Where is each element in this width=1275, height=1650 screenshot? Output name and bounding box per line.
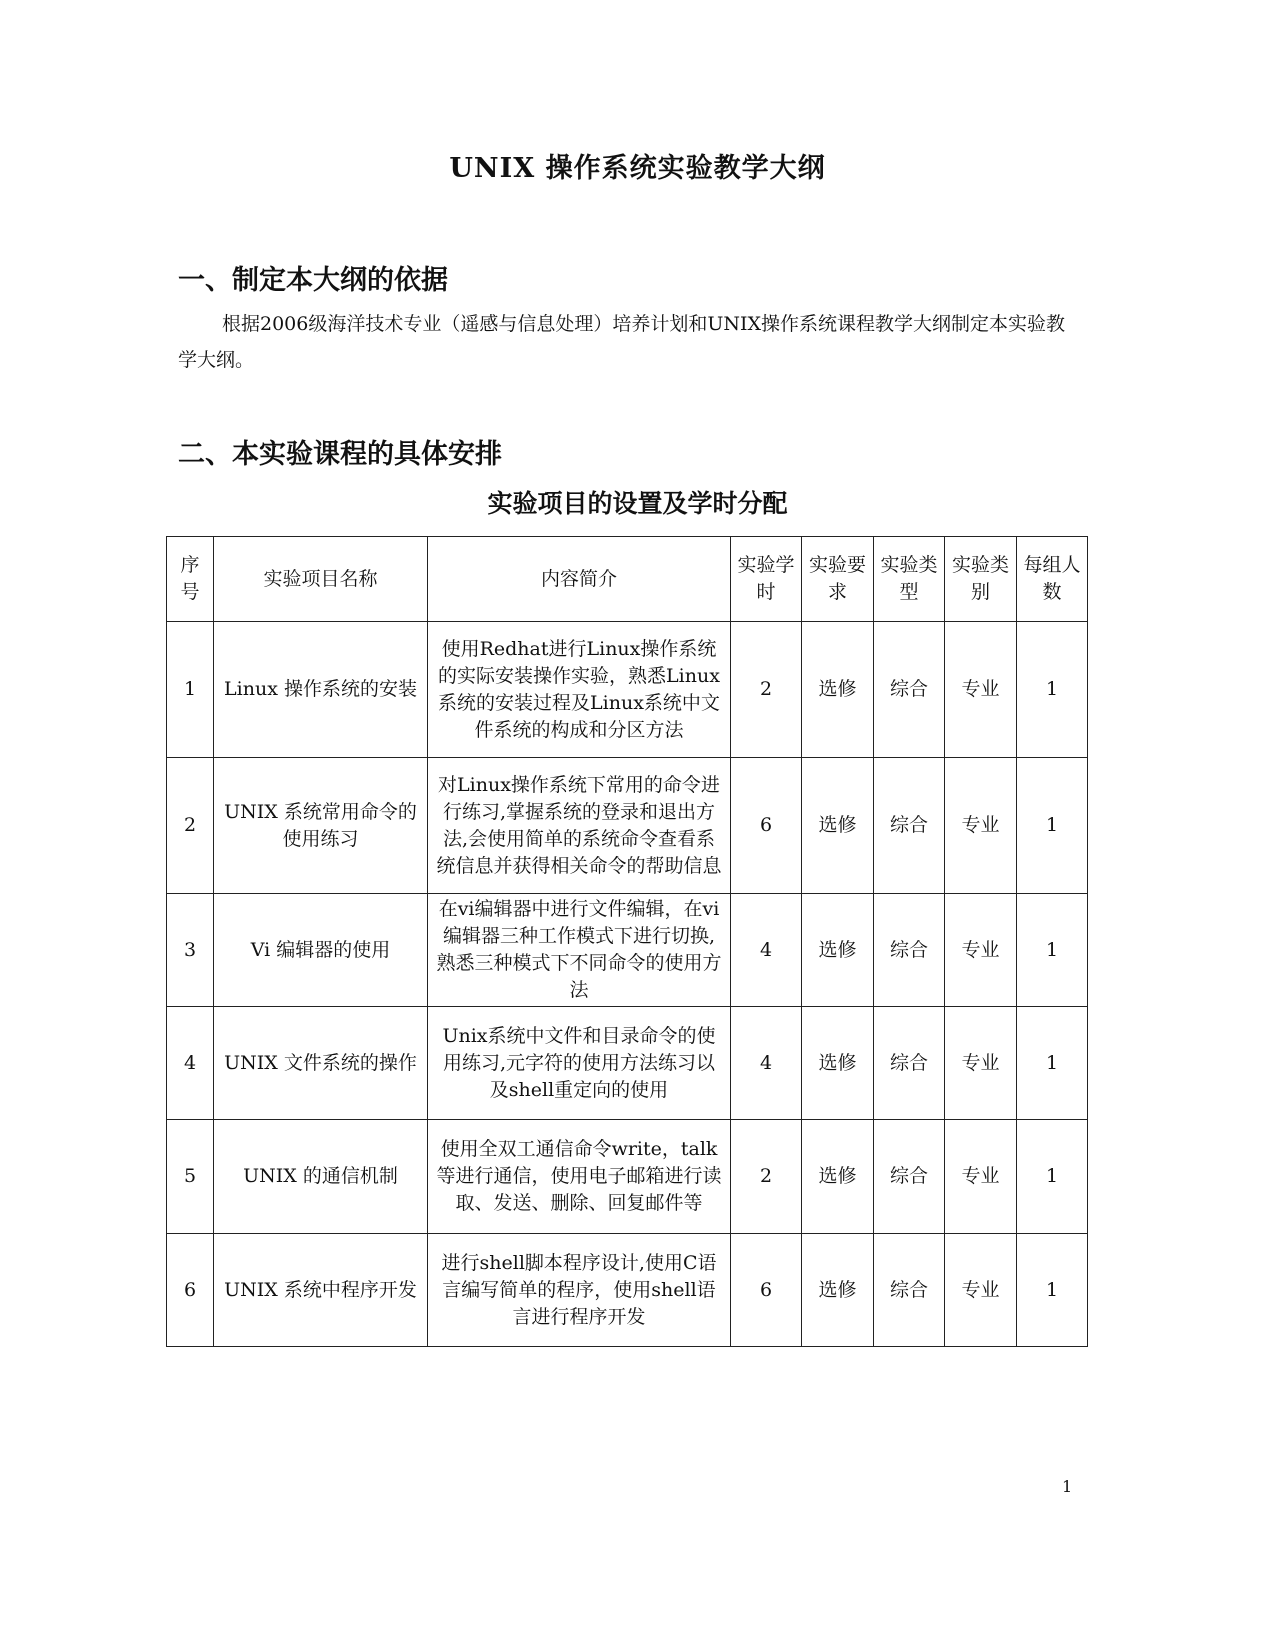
cell-hours: 2 — [731, 1120, 802, 1234]
header-hours: 实验学时 — [731, 537, 802, 622]
cell-hours: 4 — [731, 1007, 802, 1120]
cell-category: 专业 — [945, 1120, 1017, 1234]
table-row — [167, 894, 1088, 1007]
cell-hours: 6 — [731, 1234, 802, 1347]
header-content: 内容简介 — [428, 537, 731, 622]
cell-group-size: 1 — [1017, 1120, 1088, 1234]
basis-paragraph: 根据2006级海洋技术专业（遥感与信息处理）培养计划和UNIX操作系统课程教学大纲制定本实验教学大纲。 — [178, 313, 1066, 371]
table-title: 实验项目的设置及学时分配 — [487, 489, 788, 518]
cell-project-name: UNIX 系统常用命令的使用练习 — [214, 758, 428, 894]
cell-requirement: 选修 — [802, 1234, 874, 1347]
section-heading-arrangement: 二、本实验课程的具体安排 — [178, 439, 502, 470]
cell-type: 综合 — [874, 758, 945, 894]
cell-content: 使用全双工通信命令write，talk等进行通信，使用电子邮箱进行读取、发送、删除、回复邮件等 — [428, 1120, 731, 1234]
cell-index: 4 — [167, 1007, 214, 1120]
table-row — [167, 758, 1088, 894]
cell-requirement: 选修 — [802, 1007, 874, 1120]
cell-group-size: 1 — [1017, 622, 1088, 758]
table-row — [167, 622, 1088, 758]
cell-index: 3 — [167, 894, 214, 1007]
section-heading-basis: 一、制定本大纲的依据 — [178, 265, 448, 296]
cell-group-size: 1 — [1017, 758, 1088, 894]
cell-requirement: 选修 — [802, 1120, 874, 1234]
header-type: 实验类型 — [874, 537, 945, 622]
cell-project-name: Vi 编辑器的使用 — [214, 894, 428, 1007]
cell-index: 2 — [167, 758, 214, 894]
cell-project-name: UNIX 系统中程序开发 — [214, 1234, 428, 1347]
document-title: UNIX 操作系统实验教学大纲 — [449, 153, 826, 184]
cell-type: 综合 — [874, 1120, 945, 1234]
table-row — [167, 1234, 1088, 1347]
cell-index: 6 — [167, 1234, 214, 1347]
header-group-size: 每组人数 — [1017, 537, 1088, 622]
header-category: 实验类别 — [945, 537, 1017, 622]
header-index: 序号 — [167, 537, 214, 622]
cell-type: 综合 — [874, 622, 945, 758]
cell-type: 综合 — [874, 1234, 945, 1347]
cell-type: 综合 — [874, 1007, 945, 1120]
cell-hours: 4 — [731, 894, 802, 1007]
table-row — [167, 1007, 1088, 1120]
cell-group-size: 1 — [1017, 894, 1088, 1007]
cell-category: 专业 — [945, 622, 1017, 758]
cell-hours: 6 — [731, 758, 802, 894]
cell-category: 专业 — [945, 758, 1017, 894]
cell-type: 综合 — [874, 894, 945, 1007]
cell-index: 5 — [167, 1120, 214, 1234]
cell-category: 专业 — [945, 1234, 1017, 1347]
table-row — [167, 1120, 1088, 1234]
cell-category: 专业 — [945, 1007, 1017, 1120]
cell-project-name: UNIX 的通信机制 — [214, 1120, 428, 1234]
cell-category: 专业 — [945, 894, 1017, 1007]
header-project-name: 实验项目名称 — [214, 537, 428, 622]
page-number: 1 — [1062, 1477, 1073, 1496]
cell-group-size: 1 — [1017, 1007, 1088, 1120]
experiment-table — [166, 536, 1088, 1347]
cell-index: 1 — [167, 622, 214, 758]
cell-content: 对Linux操作系统下常用的命令进行练习,掌握系统的登录和退出方法,会使用简单的系统命令查看系统信息并获得相关命令的帮助信息 — [428, 758, 731, 894]
cell-project-name: Linux 操作系统的安装 — [214, 622, 428, 758]
cell-project-name: UNIX 文件系统的操作 — [214, 1007, 428, 1120]
cell-content: 使用Redhat进行Linux操作系统的实际安装操作实验，熟悉Linux系统的安装过程及Linux系统中文件系统的构成和分区方法 — [428, 622, 731, 758]
cell-content: 在vi编辑器中进行文件编辑，在vi编辑器三种工作模式下进行切换,熟悉三种模式下不同命令的使用方法 — [428, 894, 731, 1007]
cell-requirement: 选修 — [802, 758, 874, 894]
cell-requirement: 选修 — [802, 894, 874, 1007]
cell-requirement: 选修 — [802, 622, 874, 758]
cell-group-size: 1 — [1017, 1234, 1088, 1347]
header-requirement: 实验要求 — [802, 537, 874, 622]
cell-content: Unix系统中文件和目录命令的使用练习,元字符的使用方法练习以及shell重定向的使用 — [428, 1007, 731, 1120]
table-header-row — [167, 537, 1088, 622]
cell-hours: 2 — [731, 622, 802, 758]
cell-content: 进行shell脚本程序设计,使用C语言编写简单的程序，使用shell语言进行程序开发 — [428, 1234, 731, 1347]
